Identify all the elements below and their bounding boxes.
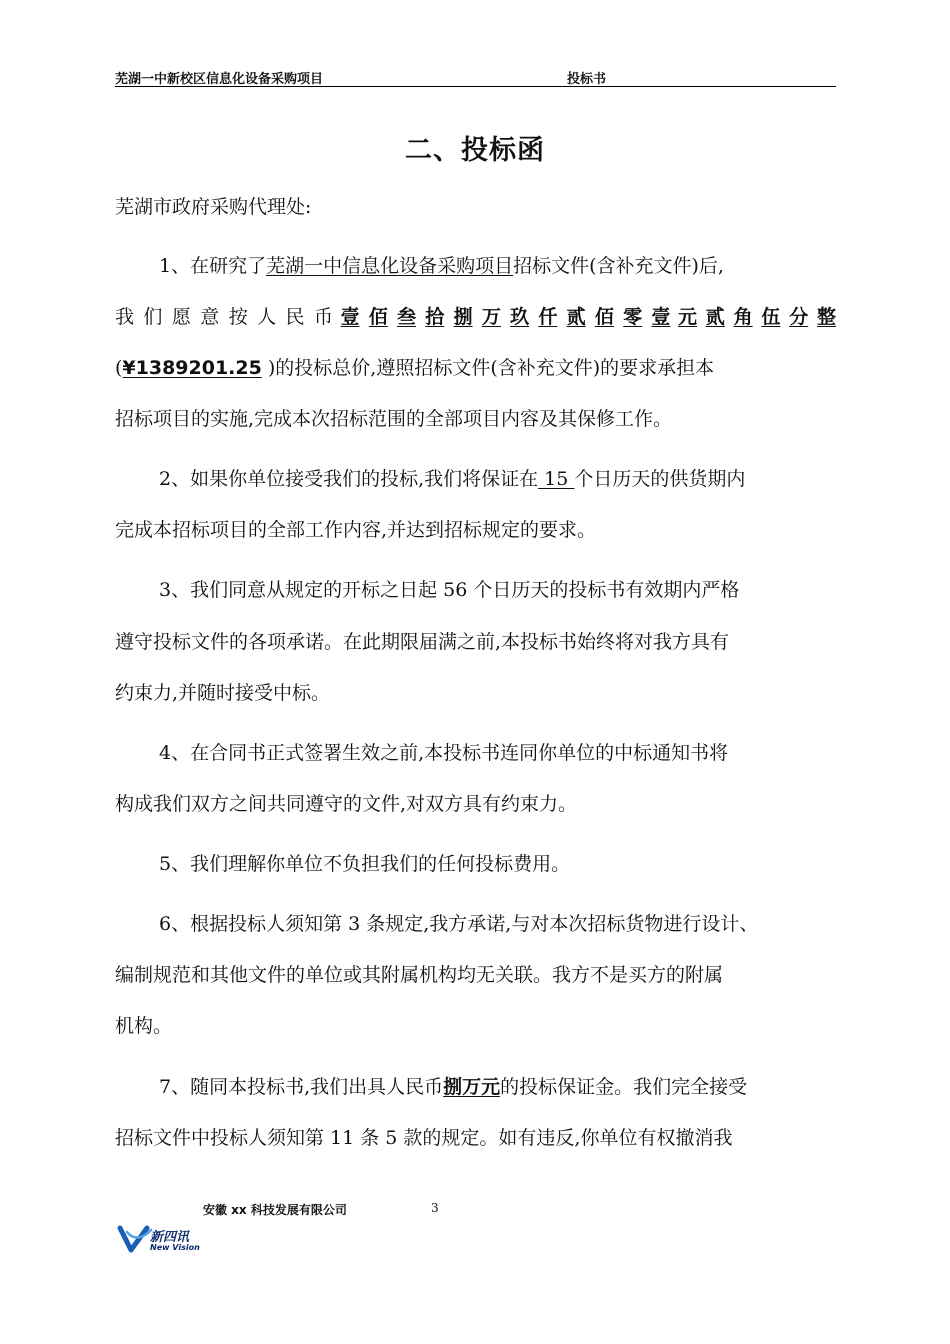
deposit-amount: 捌万元 [443,1076,501,1098]
para3-line2: 遵守投标文件的各项承诺。在此期限届满之前,本投标书始终将对我方具有 [115,631,730,653]
logo-subtitle: New Vision [150,1243,200,1252]
para1-line2-prefix: 我 们 愿 意 按 人 民 币 [115,306,333,328]
para1-line3: (¥1389201.25 )的投标总价,遵照招标文件(含补充文件)的要求承担本 [115,357,715,379]
para7-line1: 7、随同本投标书,我们出具人民币捌万元的投标保证金。我们完全接受 [159,1076,748,1098]
para6-line1: 6、根据投标人须知第 3 条规定,我方承诺,与对本次招标货物进行设计、 [159,913,759,935]
project-name: 芜湖一中信息化设备采购项目 [266,255,514,277]
para1-line2 [115,304,836,330]
page-title: 二、投标函 [405,135,545,166]
para2-line2: 完成本招标项目的全部工作内容,并达到招标规定的要求。 [115,519,597,541]
para3-line1: 3、我们同意从规定的开标之日起 56 个日历天的投标书有效期内严格 [159,579,740,601]
logo-wordmark: 新四讯 [150,1230,190,1245]
supply-days: 15 [538,468,575,490]
para4-line1: 4、在合同书正式签署生效之前,本投标书连同你单位的中标通知书将 [159,742,729,764]
amount-in-words-tail: 元 贰 角 伍 分 整 [678,306,836,328]
para4-line2: 构成我们双方之间共同遵守的文件,对双方具有约束力。 [115,793,578,815]
page-number: 3 [431,1201,439,1215]
amount-in-words: 壹 佰 叁 拾 捌 万 玖 仟 贰 佰 零 壹 [340,306,671,328]
header-doc-type: 投标书 [567,72,607,87]
para6-line3: 机构。 [115,1015,173,1037]
salutation: 芜湖市政府采购代理处: [115,196,312,218]
para6-line2: 编制规范和其他文件的单位或其附属机构均无关联。我方不是买方的附属 [115,964,724,986]
para2-line1: 2、如果你单位接受我们的投标,我们将保证在 15 个日历天的供货期内 [159,468,746,490]
para3-line3: 约束力,并随时接受中标。 [115,682,331,704]
para1-line4: 招标项目的实施,完成本次招标范围的全部项目内容及其保修工作。 [115,408,673,430]
para7-line2: 招标文件中投标人须知第 11 条 5 款的规定。如有违反,你单位有权撤消我 [115,1127,733,1149]
para5-line1: 5、我们理解你单位不负担我们的任何投标费用。 [159,853,571,875]
footer-company: 安徽 xx 科技发展有限公司 [203,1203,347,1217]
header-project-name: 芜湖一中新校区信息化设备采购项目 [115,72,324,87]
amount-figure: ¥1389201.25 [122,357,262,379]
para1-line1: 1、在研究了芜湖一中信息化设备采购项目招标文件(含补充文件)后, [159,255,724,277]
page-header [115,66,836,87]
